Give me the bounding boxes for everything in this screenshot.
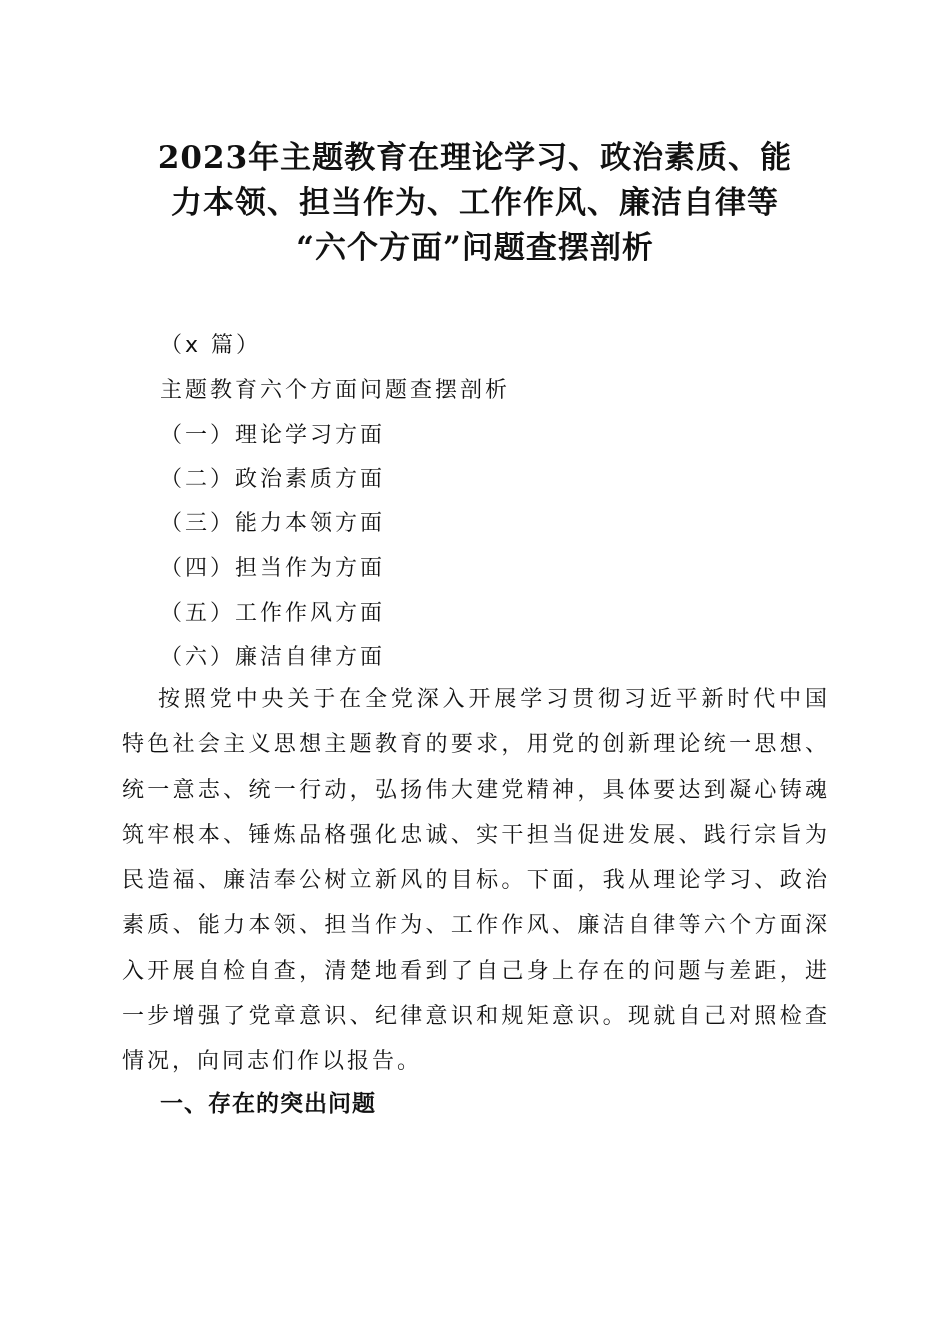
toc-item: （一）理论学习方面 xyxy=(160,423,386,448)
toc-item: （六）廉洁自律方面 xyxy=(160,645,386,670)
section-heading: 一、存在的突出问题 xyxy=(160,1091,376,1117)
title-line: 力本领、担当作为、工作作风、廉洁自律等 xyxy=(171,185,779,221)
toc-item: （二）政治素质方面 xyxy=(160,467,386,492)
edition-label: （x 篇） xyxy=(160,333,262,358)
toc-item: （五）工作作风方面 xyxy=(160,601,386,626)
toc-item: （四）担当作为方面 xyxy=(160,556,386,581)
title-line: “六个方面”问题查摆剖析 xyxy=(296,230,654,266)
intro-paragraph: 按照党中央关于在全党深入开展学习贯彻习近平新时代中国特色社会主义思想主题教育的要求，用党的创新理论统一思想、统一意志、统一行动，弘扬伟大建党精神，具体要达到凝心铸魂筑牢根本、锤炼品格强化忠诚、实干担当促进发展、践行宗旨为民造福、廉洁奉公树立新风的目标。下面，我从理论学习、政治素质、能力本领、担当作为、工作作风、廉洁自律等六个方面深入开展自检自查，清楚地看到了自己身上存在的问题与差距，进一步增强了党章意识、纪律意识和规矩意识。现就自己对照检查情况，向同志们作以报告。 xyxy=(122,687,830,1075)
document-title xyxy=(100,136,850,271)
toc-item: （三）能力本领方面 xyxy=(160,511,386,536)
title-line: 2023年主题教育在理论学习、政治素质、能 xyxy=(157,140,793,176)
subtitle: 主题教育六个方面问题查摆剖析 xyxy=(160,378,511,403)
